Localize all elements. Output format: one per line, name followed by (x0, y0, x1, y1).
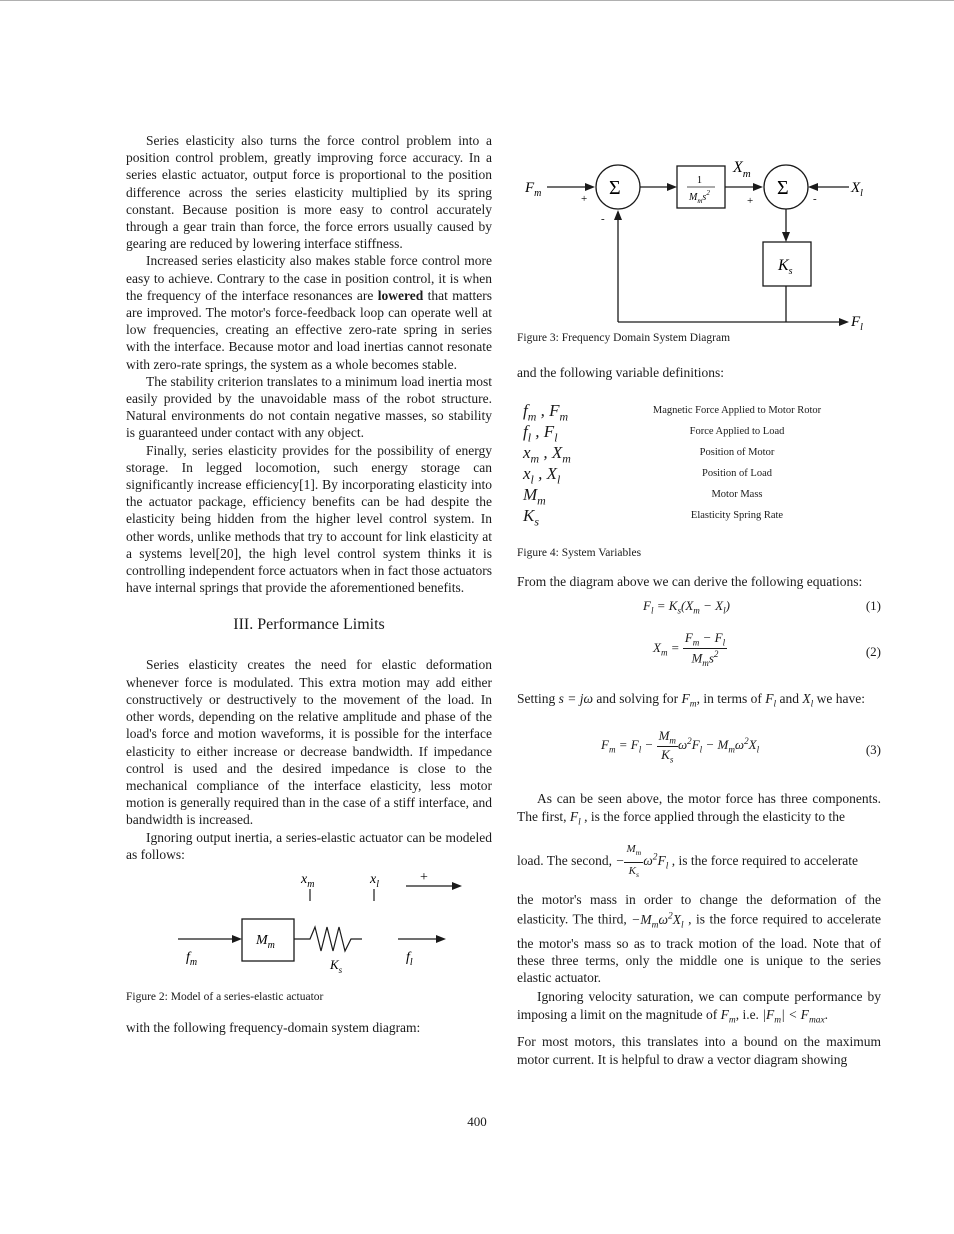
arrowhead (753, 183, 763, 191)
block-denominator: $M_ms^2$ (689, 189, 710, 205)
label-xl: $x_l$ (370, 871, 379, 890)
var-definition: Position of Load (702, 468, 772, 480)
figure-4-caption: Figure 4: System Variables (517, 547, 642, 560)
arrowhead (452, 882, 462, 890)
block-numerator: 1 (697, 175, 702, 186)
sigma-symbol: Σ (609, 177, 621, 199)
var-symbol: $M_m$ (523, 485, 546, 508)
paragraph: Increased series elasticity also makes stable force control more easy to achieve. Contrary to the case in position control, it is when the frequency of the interface resonances are lowered that matters are improved. The motor's force-feedback loop can operate well at low frequencies, creating an effective zero-rate spring in series with the interface. Because motor and load inertias cannot resonate with zero-rate springs, the system as a whole becomes stable. (126, 253, 493, 372)
label-Fl: $F_l$ (851, 314, 863, 330)
equation-3 (517, 728, 881, 780)
paragraph: Series elasticity also turns the force control problem into a position control problem, greatly improving force accuracy. In a series elastic actuator, output force is proportional to the position difference across the series elasticity multiplied by its spring constant. Because position is more easy to control accurately through a gear train than force, the force errors usually caused by gearing are reduced by lowering interface stiffness. (126, 133, 492, 252)
plus-sign: + (747, 195, 754, 207)
paragraph: the motor's mass in order to change the deformation of the elasticity. The third, $-M_m\omega^2X_l$ , is the force required to accelerate the motor's mass so as to track motion of the load. Note that of these three terms, only the middle one is unique to the series elastic actuator. (517, 892, 882, 986)
var-symbol: $x_l$ , $X_l$ (523, 464, 561, 487)
paragraph: Finally, series elasticity provides for the possibility of energy storage. In legged locomotion, such energy storage can significantly increase efficiency[1]. By incorporating elasticity into the actuator package, efficiency benefits can be had despite the elasticity being hidden from the higher level control system. In other words, unlike methods that try to account for link elasticity at a systems level[20], the high level control system thinks it is controlling independent force actuators when in fact those actuators have internal springs that provide the aforementioned benefits. (126, 442, 492, 596)
spring (294, 927, 362, 951)
right-column (517, 150, 881, 1068)
var-definition: Elasticity Spring Rate (690, 510, 784, 522)
arrowhead (585, 183, 595, 191)
page-top-rule (0, 0, 954, 1)
arrowhead (667, 183, 677, 191)
label-xm: $x_m$ (301, 871, 315, 890)
arrowhead (839, 318, 849, 326)
sigma-symbol: Σ (777, 177, 789, 199)
var-symbol: $f_m$ , $F_m$ (523, 401, 569, 424)
section-heading: III. Performance Limits (233, 616, 385, 634)
figure-2-actuator-model (126, 869, 492, 989)
label-fm: $f_m$ (186, 949, 198, 968)
paragraph: Ignoring velocity saturation, we can compute performance by imposing a limit on the magnitude of $F_m$, i.e. $|F_m| < F_{max}$. (517, 989, 881, 1026)
equation-expr: $F_l = K_s(X_m - X_l)$ (643, 598, 730, 616)
equation-number: (3) (865, 742, 881, 758)
figure-3-caption: Figure 3: Frequency Domain System Diagram (517, 332, 731, 344)
paragraph: From the diagram above we can derive the following equations: (517, 574, 863, 590)
var-symbol: $x_m$ , $X_m$ (523, 443, 571, 466)
paragraph: Ignoring output inertia, a series-elastic actuator can be modeled as follows: (126, 829, 492, 862)
paragraph: The stability criterion translates to a minimum load inertia most easily provided by the unavoidable mass of the robot structure. Natural environments do not contain negative masses, so stability is guaranteed under contact with any object. (126, 373, 492, 441)
label-Xm: $X_m$ (733, 159, 751, 180)
paragraph: Series elasticity creates the need for elastic deformation whenever force is modulated. This extra motion may add either constructively or destructively to the movement of the load. In other words, depending on the relative amplitude and phase of the load's force and motion waveforms, it is possible for the interface elasticity to either increase or decrease bandwidth. If impedance control is used and the desired impedance is close to the mechanical compliance of the interface elasticity, less motor motion is generally required than in the case of a stiff interface, and bandwidth is increased. (126, 657, 492, 828)
variable-table (517, 401, 881, 551)
paragraph: As can be seen above, the motor force has three components. The first, $F_l$ , is the force applied through the elasticity to the (517, 791, 881, 828)
label-mass: $M_m$ (256, 932, 275, 951)
paragraph: For most motors, this translates into a bound on the maximum motor current. It is helpful to draw a vector diagram showing (517, 1034, 881, 1067)
figure-3-system-diagram (517, 150, 881, 330)
equation-number: (2) (865, 644, 881, 660)
equation-expr: $X_m$ = $\frac{F_m - F_l}{M_ms^2}$ (653, 630, 726, 668)
arrowhead (436, 935, 446, 943)
arrowhead (808, 183, 818, 191)
left-column (126, 132, 492, 1036)
var-symbol: $f_l$ , $F_l$ (523, 422, 558, 445)
var-definition: Force Applied to Load (689, 426, 785, 438)
ks-label: $K_s$ (778, 257, 793, 277)
minus-sign: - (601, 213, 605, 225)
label-Fm: $F_m$ (525, 180, 542, 199)
paragraph: load. The second, − $\frac{M_m}{K_s}$ $\omega^2F_l$ , is the force required to accelerate (517, 843, 858, 879)
paragraph: Setting s = jω and solving for $F_m$, in terms of $F_l$ and $X_l$ we have: (517, 691, 865, 711)
paragraph: with the following frequency-domain system diagram: (126, 1019, 421, 1035)
var-symbol: $K_s$ (523, 506, 539, 529)
equation-1 (517, 598, 881, 622)
minus-sign: - (813, 193, 817, 205)
label-Xl: $X_l$ (851, 180, 863, 199)
page-number: 400 (467, 1114, 487, 1129)
var-definition: Position of Motor (699, 447, 775, 459)
arrowhead (782, 232, 790, 242)
var-definition: Motor Mass (711, 489, 763, 501)
label-fl: $f_l$ (406, 949, 413, 968)
equation-2 (517, 630, 881, 678)
label-ks: $K_s$ (330, 956, 343, 975)
var-definition: Magnetic Force Applied to Motor Rotor (652, 405, 822, 417)
paragraph: and the following variable definitions: (517, 365, 724, 380)
plus-sign: + (420, 869, 428, 885)
arrowhead (232, 935, 242, 943)
equation-number: (1) (865, 598, 881, 614)
arrowhead (614, 210, 622, 220)
equation-expr: $F_m = F_l$ − $\frac{M_m}{K_s}$ $\omega^2F_l - M_m\omega^2X_l$ (601, 728, 760, 765)
figure-2-caption: Figure 2: Model of a series-elastic actuator (126, 990, 324, 1003)
plus-sign: + (581, 193, 588, 205)
